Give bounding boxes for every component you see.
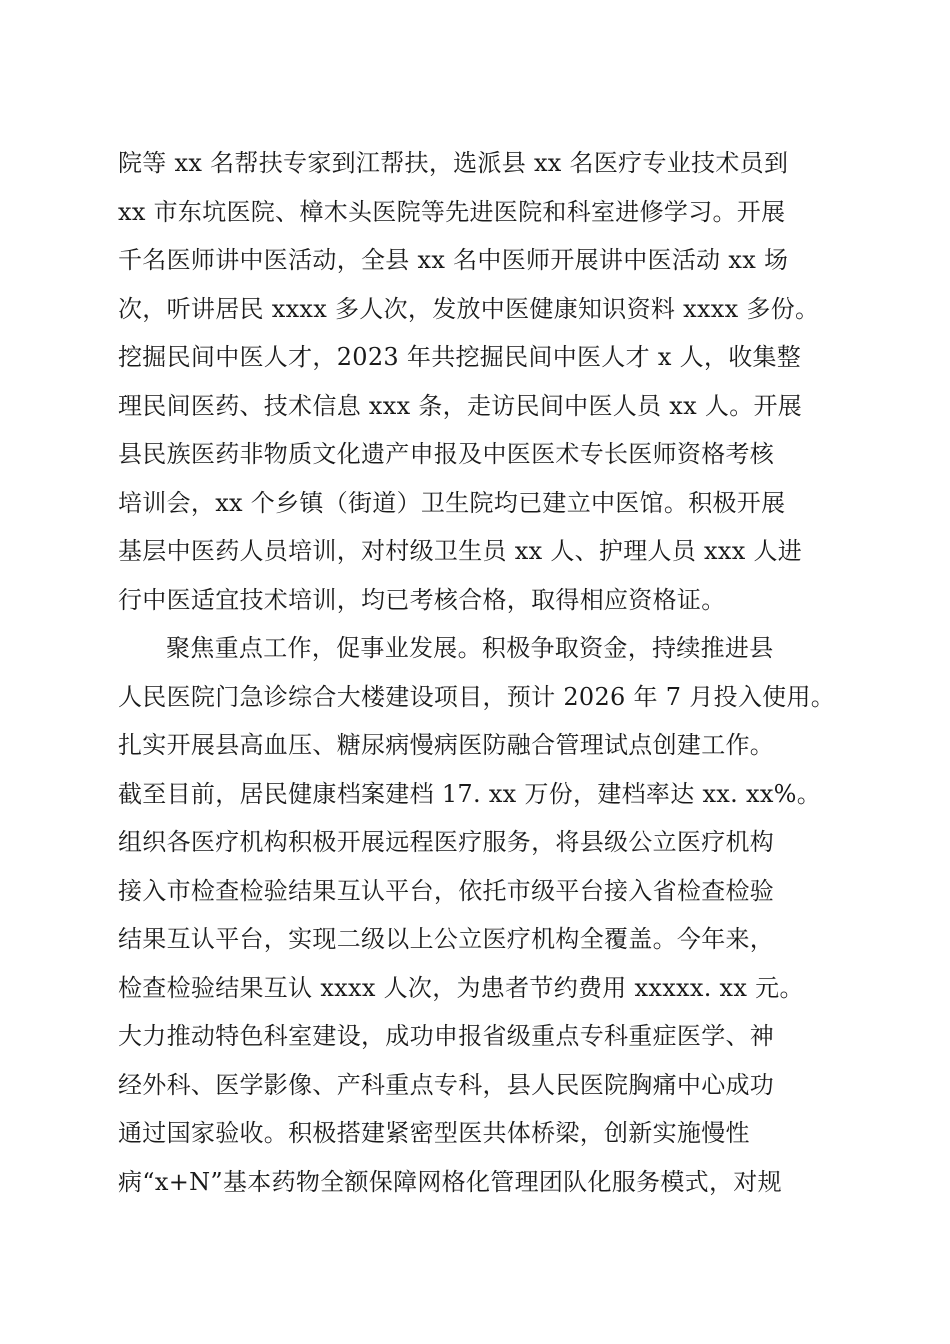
text-line: 大力推动特色科室建设，成功申报省级重点专科重症医学、神 (118, 1022, 775, 1050)
text-line: 组织各医疗机构积极开展远程医疗服务，将县级公立医疗机构 (118, 828, 775, 856)
text-line: 行中医适宜技术培训，均已考核合格，取得相应资格证。 (118, 585, 726, 614)
text-line: 结果互认平台，实现二级以上公立医疗机构全覆盖。今年来， (118, 925, 775, 953)
text-line: 县民族医药非物质文化遗产申报及中医医术专长医师资格考核 (118, 440, 775, 468)
paragraph-2 (118, 624, 838, 1206)
text-line: 病“x+N”基本药物全额保障网格化管理团队化服务模式，对规 (118, 1167, 782, 1196)
text-line: 扎实开展县高血压、糖尿病慢病医防融合管理试点创建工作。 (118, 731, 775, 759)
text-line-indented: 聚焦重点工作，促事业发展。积极争取资金，持续推进县 (166, 634, 774, 662)
body-text (118, 139, 838, 1206)
text-line: 院等 xx 名帮扶专家到江帮扶，选派县 xx 名医疗专业技术员到 (118, 149, 789, 177)
text-line: 基层中医药人员培训，对村级卫生员 xx 人、护理人员 xxx 人进 (118, 537, 803, 565)
text-line: 培训会，xx 个乡镇（街道）卫生院均已建立中医馆。积极开展 (118, 488, 786, 517)
text-line: 人民医院门急诊综合大楼建设项目，预计 2026 年 7 月投入使用。 (118, 682, 836, 711)
text-line: 检查检验结果互认 xxxx 人次，为患者节约费用 xxxxx. xx 元。 (118, 973, 804, 1002)
text-line: 理民间医药、技术信息 xxx 条，走访民间中医人员 xx 人。开展 (118, 391, 803, 420)
paragraph-1 (118, 139, 838, 624)
text-line: 千名医师讲中医活动，全县 xx 名中医师开展讲中医活动 xx 场 (118, 246, 789, 274)
text-line: 经外科、医学影像、产科重点专科，县人民医院胸痛中心成功 (118, 1070, 775, 1099)
text-line: 接入市检查检验结果互认平台，依托市级平台接入省检查检验 (118, 876, 775, 905)
text-line: 截至目前，居民健康档案建档 17. xx 万份，建档率达 xx. xx%。 (118, 779, 822, 808)
text-line: xx 市东坑医院、樟木头医院等先进医院和科室进修学习。开展 (118, 197, 786, 226)
text-line: 次，听讲居民 xxxx 多人次，发放中医健康知识资料 xxxx 多份。 (118, 294, 820, 323)
text-line: 挖掘民间中医人才，2023 年共挖掘民间中医人才 x 人，收集整 (118, 343, 802, 371)
text-line: 通过国家验收。积极搭建紧密型医共体桥梁，创新实施慢性 (118, 1119, 750, 1147)
